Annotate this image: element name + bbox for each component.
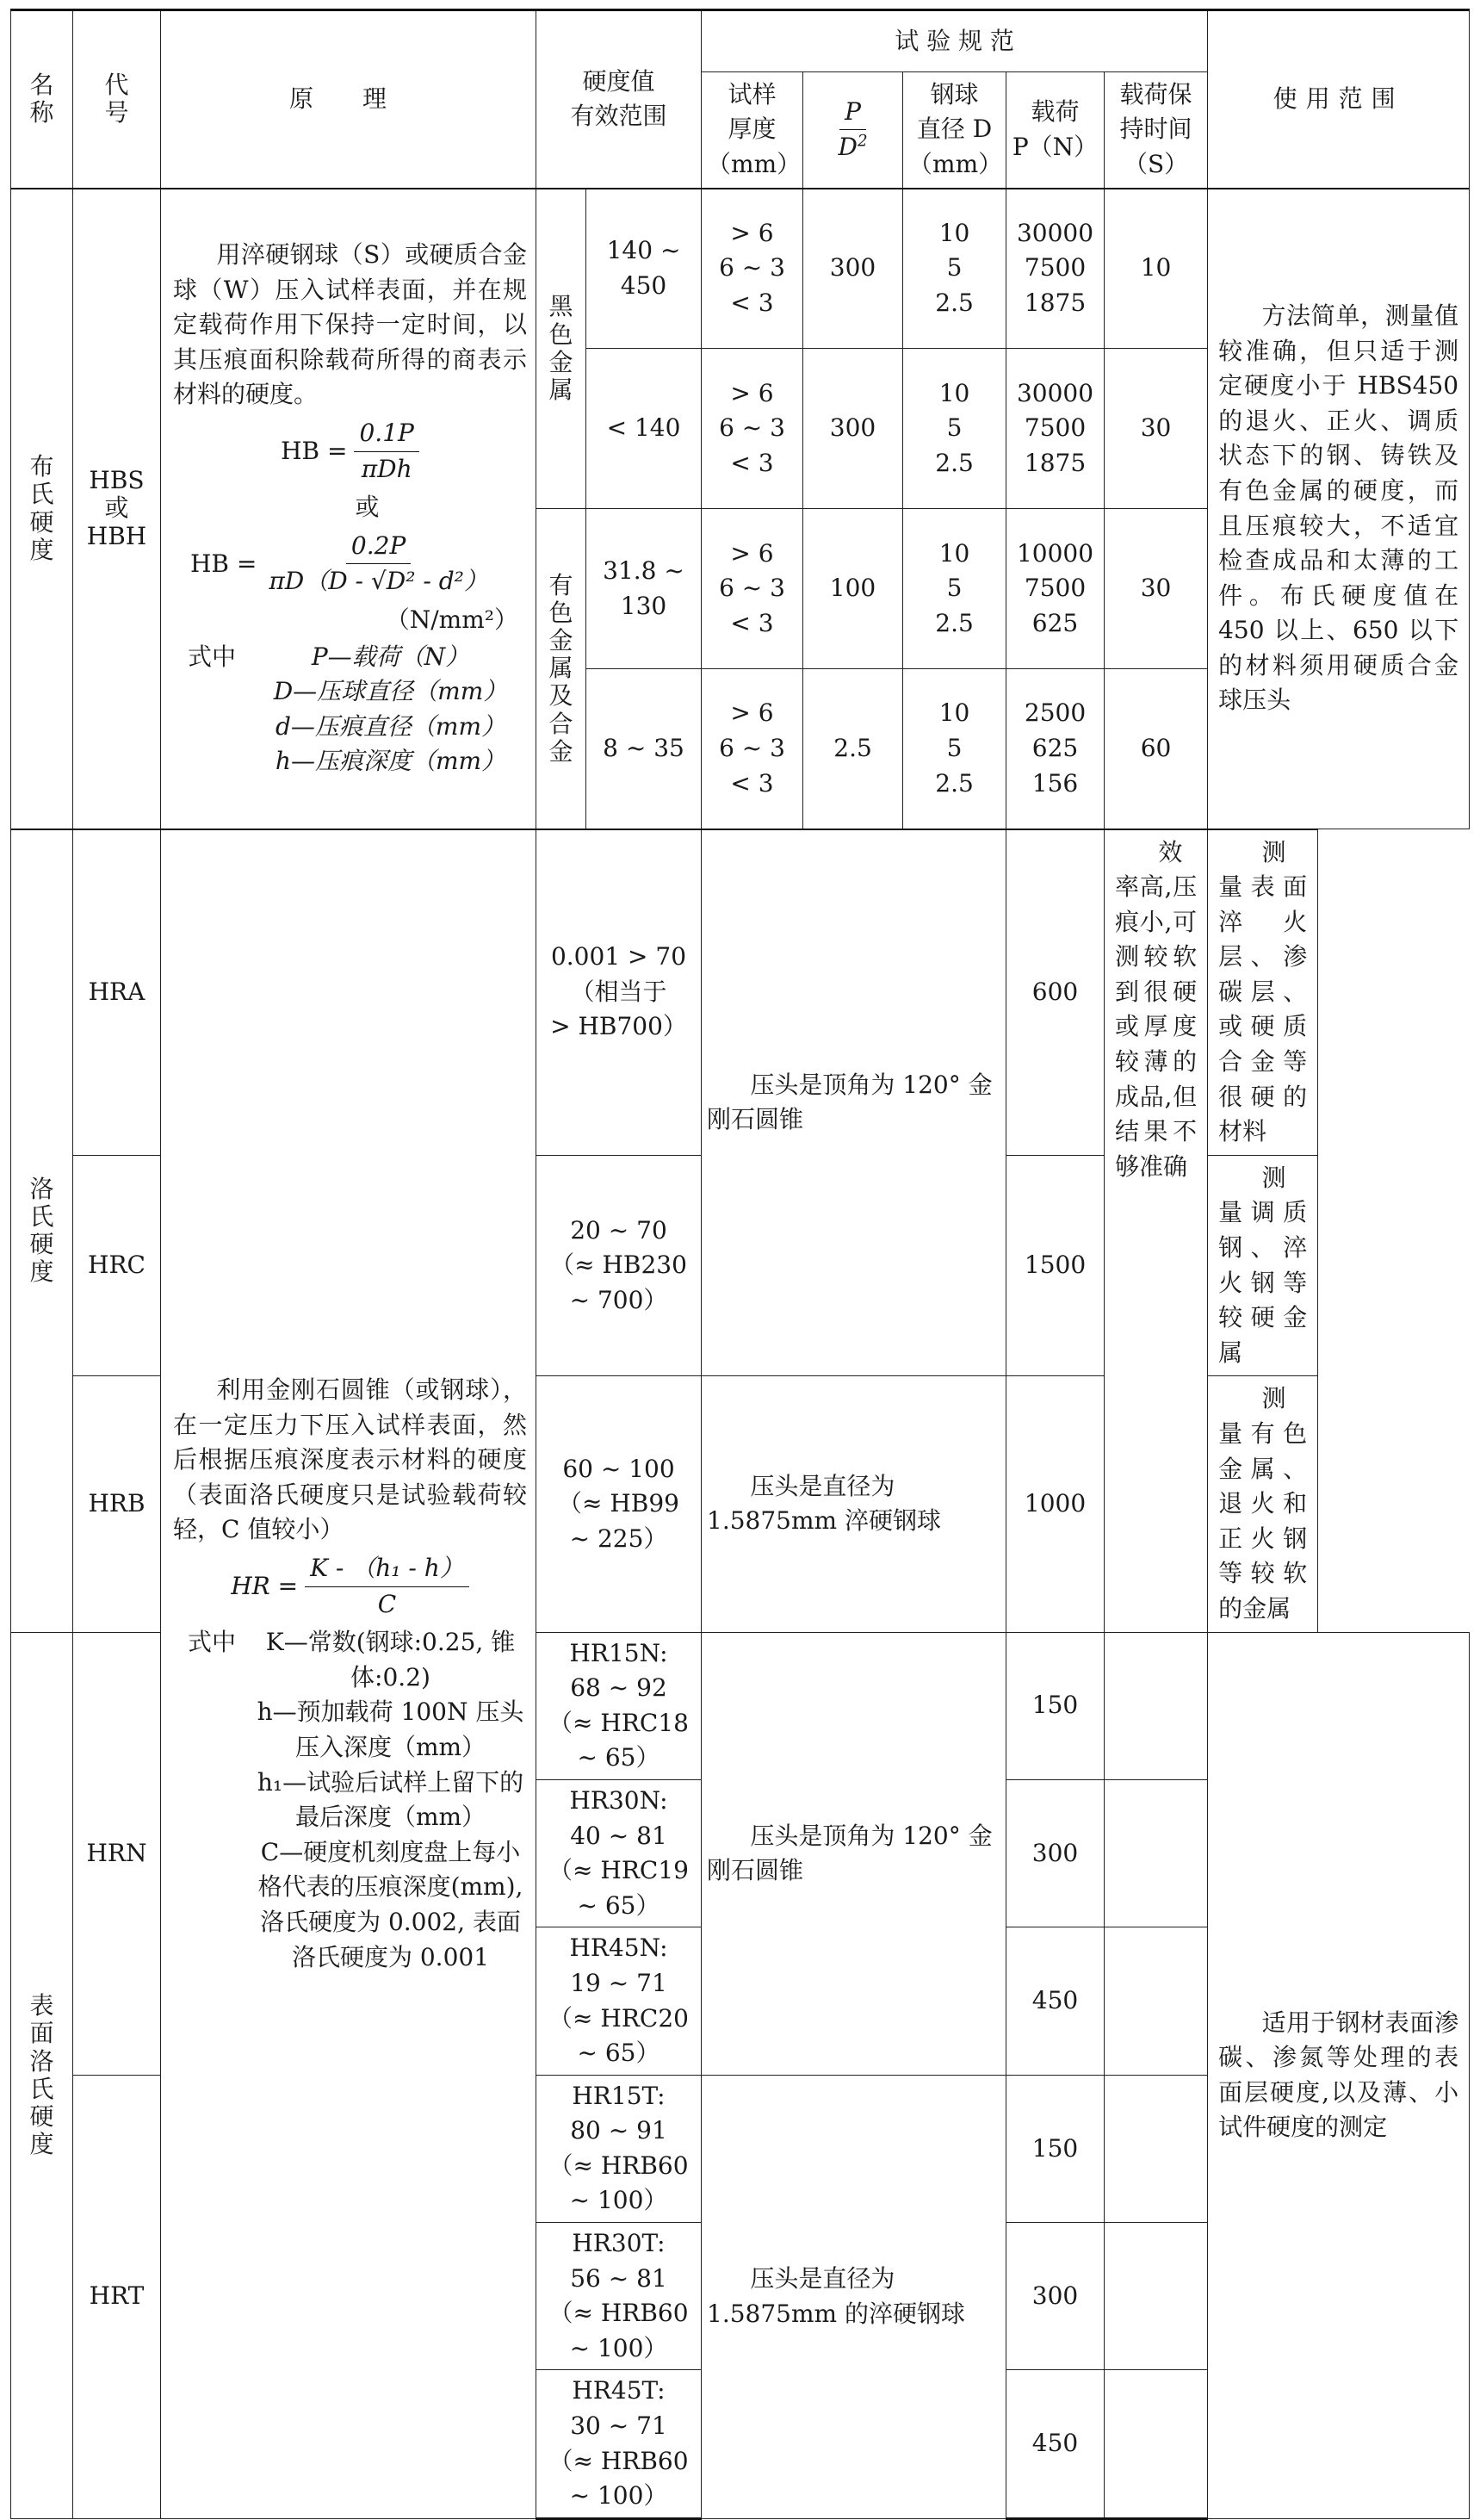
brinell-thickness: > 6 6 ~ 3 < 3 [702, 509, 803, 669]
rockwell-usage: 测量表面淬火层、渗碳层、或硬质合金等很硬的材料 [1208, 829, 1318, 1156]
brinell-formula-unit: （N/mm²） [385, 605, 518, 634]
surface-indenter-cone: 压头是顶角为 120° 金刚石圆锥 [702, 1632, 1006, 2075]
brinell-ratio: 2.5 [803, 669, 903, 829]
header-hold-time: 载荷保 持时间 （S） [1105, 72, 1208, 189]
brinell-load: 30000 7500 1875 [1006, 349, 1105, 509]
surface-rockwell-load: 450 [1006, 2370, 1105, 2518]
brinell-ball: 10 5 2.5 [903, 349, 1006, 509]
brinell-ratio: 100 [803, 509, 903, 669]
surface-rockwell-usage: 适用于钢材表面渗碳、渗氮等处理的表面层硬度,以及薄、小试件硬度的测定 [1208, 1632, 1470, 2518]
rockwell-where-item: h₁—试验后试样上留下的最后深度（mm） [257, 1767, 524, 1832]
surface-rockwell-range: HR30N: 40 ~ 81 （≈ HRC19 ~ 65） [536, 1779, 702, 1927]
brinell-time: 30 [1105, 349, 1208, 509]
brinell-range: < 140 [586, 349, 702, 509]
rockwell-indenter-cone: 压头是顶角为 120° 金刚石圆锥 [702, 829, 1006, 1376]
rockwell-where-item: C—硬度机刻度盘上每小格代表的压痕深度(mm),洛氏硬度为 0.002, 表面洛氏硬度为 0.001 [257, 1837, 523, 1971]
brinell-where-item: P—载荷（N） [311, 642, 470, 671]
header-valid-range: 硬度值 有效范围 [536, 10, 702, 189]
rockwell-range: 60 ~ 100 （≈ HB99 ~ 225） [536, 1376, 702, 1632]
surface-rockwell-load: 450 [1006, 1927, 1105, 2075]
brinell-range: 8 ~ 35 [586, 669, 702, 829]
rockwell-load: 1000 [1006, 1376, 1105, 1632]
surface-rockwell-time [1105, 2223, 1208, 2370]
brinell-where-item: d—压痕直径（mm） [275, 711, 506, 741]
surface-rockwell-range: HR15N: 68 ~ 92 （≈ HRC18 ~ 65） [536, 1632, 702, 1779]
surface-rockwell-time [1105, 1632, 1208, 1779]
brinell-ratio: 300 [803, 349, 903, 509]
brinell-where-item: D—压球直径（mm） [273, 677, 508, 706]
brinell-time: 10 [1105, 189, 1208, 349]
header-ball-diameter: 钢球 直径 D （mm） [903, 72, 1006, 189]
brinell-thickness: > 6 6 ~ 3 < 3 [702, 669, 803, 829]
rockwell-range: 0.001 > 70 （相当于 > HB700） [536, 829, 702, 1156]
brinell-ratio: 300 [803, 189, 903, 349]
surface-rockwell-time [1105, 2370, 1208, 2518]
surface-rockwell-time [1105, 1927, 1208, 2075]
rockwell-principle [161, 829, 536, 2519]
rockwell-where: 式中 K—常数(钢球:0.25, 锥体:0.2) h—预加载荷 100N 压头压入深度（mm） h₁—试验后试样上留下的最后深度（mm） C—硬度机刻度盘上每小格代表的压痕深度(mm),洛氏硬度为 0.002, 表面洛氏硬度为 0.001 [173, 1625, 527, 1975]
surface-rockwell-code: HRT [73, 2075, 161, 2518]
brinell-load: 30000 7500 1875 [1006, 189, 1105, 349]
brinell-code: HBS 或 HBH [73, 189, 161, 829]
rockwell-code: HRA [73, 829, 161, 1156]
brinell-formula-2: HB = $\frac{0.2P}{\text{πD（D - √D² - d²）}}$ [173, 529, 527, 599]
surface-rockwell-name: 表 面 洛 氏 硬 度 [11, 1632, 73, 2518]
brinell-load: 10000 7500 625 [1006, 509, 1105, 669]
ferrous-label: 黑 色 金 属 [536, 189, 586, 509]
surface-rockwell-load: 300 [1006, 2223, 1105, 2370]
rockwell-indenter-ball: 压头是直径为 1.5875mm 淬硬钢球 [702, 1376, 1006, 1632]
surface-rockwell-range: HR45N: 19 ~ 71 （≈ HRC20 ~ 65） [536, 1927, 702, 2075]
header-load: 载荷 P（N） [1006, 72, 1105, 189]
brinell-or: 或 [355, 493, 380, 522]
surface-rockwell-load: 300 [1006, 1779, 1105, 1927]
surface-rockwell-load: 150 [1006, 1632, 1105, 1779]
rockwell-load: 1500 [1006, 1155, 1105, 1376]
brinell-name: 布 氏 硬 度 [11, 189, 73, 829]
header-test-spec: 试 验 规 范 [702, 10, 1208, 72]
rockwell-common-usage: 效率高,压痕小,可测较软到很硬或厚度较薄的成品,但结果不够准确 [1105, 829, 1208, 1633]
header-ratio: $\frac{P}{D^2}$ [803, 72, 903, 189]
surface-indenter-ball: 压头是直径为 1.5875mm 的淬硬钢球 [702, 2075, 1006, 2518]
brinell-thickness: > 6 6 ~ 3 < 3 [702, 189, 803, 349]
header-code: 代 号 [73, 10, 161, 189]
surface-rockwell-time [1105, 1779, 1208, 1927]
rockwell-range: 20 ~ 70 （≈ HB230 ~ 700） [536, 1155, 702, 1376]
header-name: 名 称 [11, 10, 73, 189]
surface-rockwell-range: HR15T: 80 ~ 91 （≈ HRB60 ~ 100） [536, 2075, 702, 2222]
brinell-time: 60 [1105, 669, 1208, 829]
header-principle: 原 理 [161, 10, 536, 189]
header-usage: 使用范围 [1208, 10, 1470, 189]
rockwell-principle-text: 利用金刚石圆锥（或钢球），在一定压力下压入试样表面，然后根据压痕深度表示材料的硬度（表面洛氏硬度只是试验载荷较轻，C 值较小） [173, 1375, 527, 1544]
rockwell-code: HRC [73, 1155, 161, 1376]
header-thickness: 试样 厚度 （mm） [702, 72, 803, 189]
rockwell-name: 洛 氏 硬 度 [11, 829, 73, 1633]
surface-rockwell-load: 150 [1006, 2075, 1105, 2222]
rockwell-load: 600 [1006, 829, 1105, 1156]
hardness-table [10, 9, 1470, 2520]
brinell-principle [161, 189, 536, 829]
surface-rockwell-code: HRN [73, 1632, 161, 2075]
brinell-ball: 10 5 2.5 [903, 189, 1006, 349]
rockwell-where-item: K—常数(钢球:0.25, 锥体:0.2) [265, 1628, 516, 1691]
brinell-range: 31.8 ~ 130 [586, 509, 702, 669]
brinell-time: 30 [1105, 509, 1208, 669]
brinell-load: 2500 625 156 [1006, 669, 1105, 829]
rockwell-where-item: h—预加载荷 100N 压头压入深度（mm） [257, 1698, 524, 1762]
rockwell-code: HRB [73, 1376, 161, 1632]
brinell-where-item: h—压痕深度（mm） [275, 747, 506, 776]
brinell-formula-1: HB = $\frac{0.1P}{\text{πDh}}$ [173, 416, 527, 487]
nonferrous-label: 有 色 金 属 及 合 金 [536, 509, 586, 829]
rockwell-formula: HR = $\frac{\text{K - （h₁ - h）}}{C}$ [173, 1551, 527, 1622]
rockwell-usage: 测量有色金属、退火和正火钢等较软的金属 [1208, 1376, 1318, 1632]
brinell-range: 140 ~ 450 [586, 189, 702, 349]
brinell-usage: 方法简单，测量值较准确，但只适于测定硬度小于 HBS450 的退火、正火、调质状态下的钢、铸铁及有色金属的硬度，而且压痕较大，不适宜检查成品和太薄的工件。布氏硬度值在 450 以上、650 以下的材料须用硬质合金球压头 [1208, 189, 1470, 829]
surface-rockwell-time [1105, 2075, 1208, 2222]
surface-rockwell-range: HR45T: 30 ~ 71 （≈ HRB60 ~ 100） [536, 2370, 702, 2518]
brinell-where: 式中 P—载荷（N） D—压球直径（mm） d—压痕直径（mm） h—压痕深度（mm） [173, 640, 527, 779]
brinell-principle-text: 用淬硬钢球（S）或硬质合金球（W）压入试样表面，并在规定载荷作用下保持一定时间，以其压痕面积除载荷所得的商表示材料的硬度。 [173, 240, 527, 409]
rockwell-usage: 测量调质钢、淬火钢等较硬金属 [1208, 1155, 1318, 1376]
surface-rockwell-range: HR30T: 56 ~ 81 （≈ HRB60 ~ 100） [536, 2223, 702, 2370]
brinell-thickness: > 6 6 ~ 3 < 3 [702, 349, 803, 509]
brinell-ball: 10 5 2.5 [903, 669, 1006, 829]
brinell-ball: 10 5 2.5 [903, 509, 1006, 669]
